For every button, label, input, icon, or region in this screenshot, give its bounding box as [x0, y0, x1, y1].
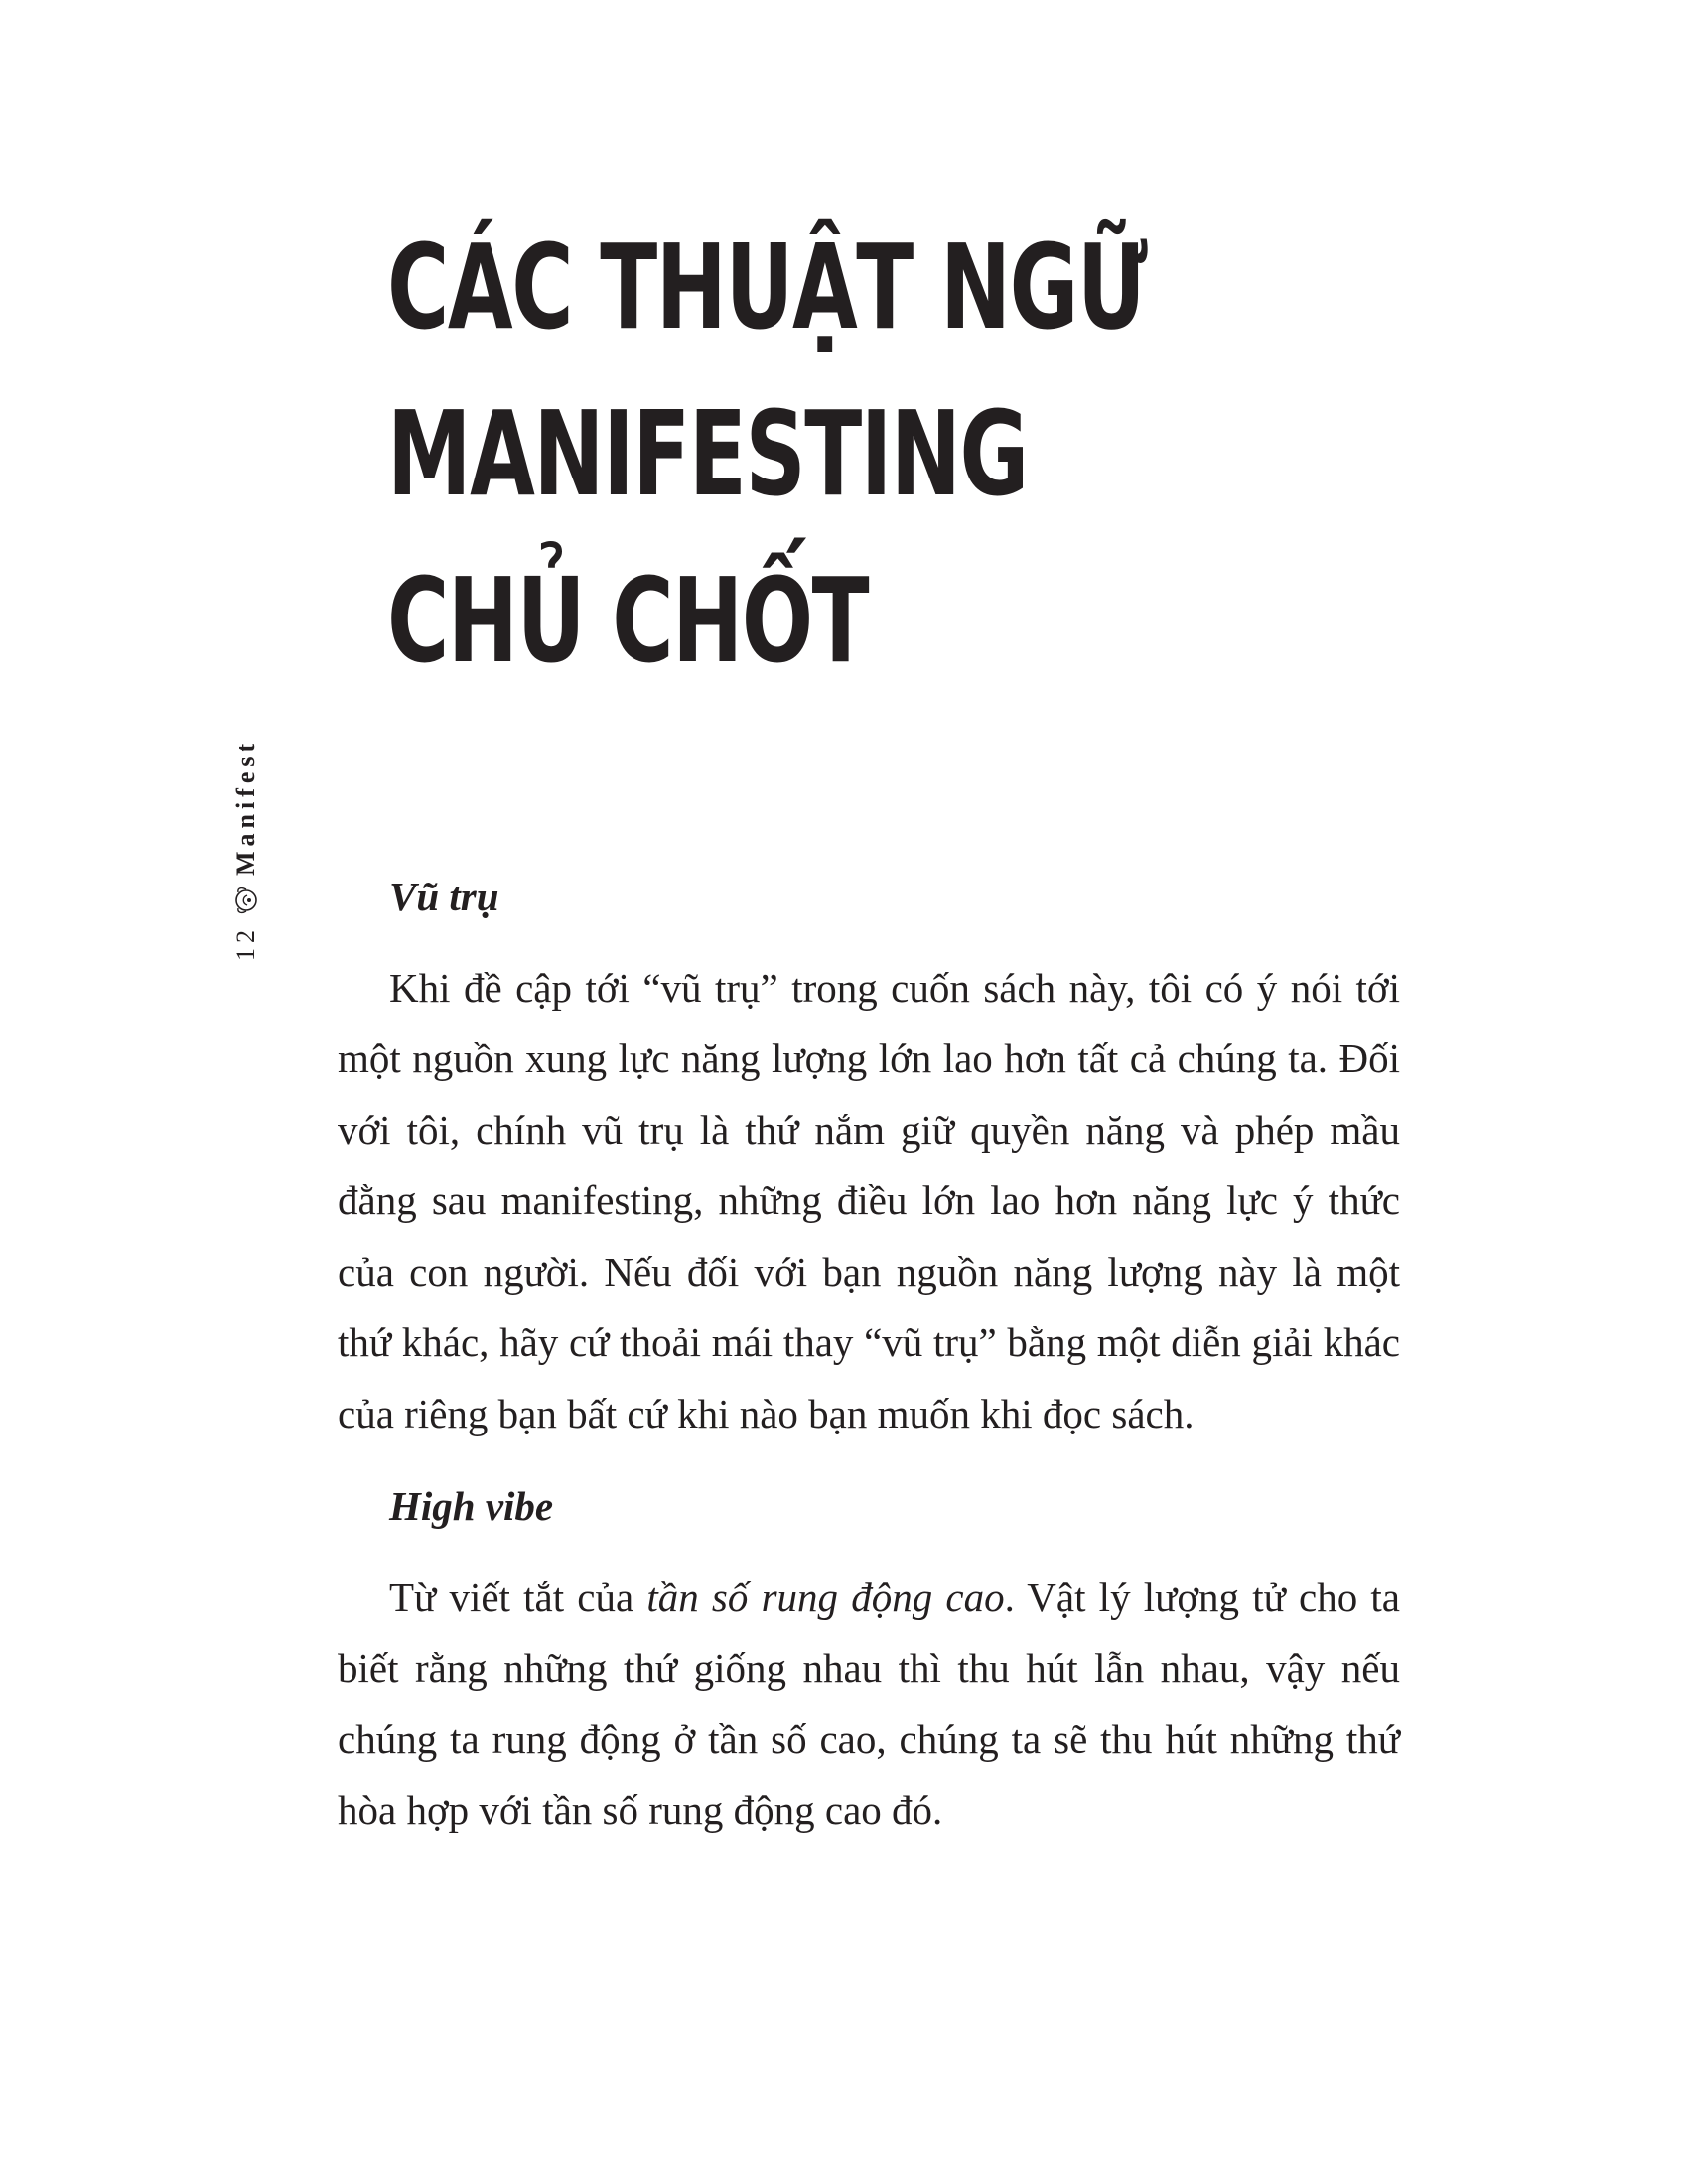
- book-title: Manifest: [231, 738, 260, 876]
- page-number: 12: [231, 925, 260, 961]
- running-head: [226, 703, 266, 961]
- term-heading-high-vibe: High vibe: [389, 1483, 554, 1529]
- paragraph-high-vibe-start: Từ viết tắt của: [389, 1573, 647, 1620]
- chapter-title-line-3: CHỦ CHỐT: [387, 552, 869, 689]
- paragraph-high-vibe: [338, 1563, 1400, 1846]
- body-text: [338, 862, 1400, 1868]
- term-heading-universe: Vũ trụ: [389, 874, 499, 919]
- chapter-title-line-1: CÁC THUẬT NGỮ: [387, 218, 1147, 355]
- chapter-title-line-2: MANIFESTING: [387, 385, 1028, 522]
- paragraph-high-vibe-end: . Vật lý lượng tử cho ta biết rằng những thứ giống nhau thì thu hút lẫn nhau, vậy nếu chúng ta rung động ở tần số cao, chúng ta sẽ thu hút những thứ hòa hợp với tần số rung động cao đó.: [338, 1573, 1401, 1833]
- paragraph-high-vibe-italic: tần số rung động cao: [646, 1573, 1005, 1620]
- book-logo-icon: [233, 886, 259, 915]
- paragraph-universe: Khi đề cập tới “vũ trụ” trong cuốn sách này, tôi có ý nói tới một nguồn xung lực năng lượng lớn lao hơn tất cả chúng ta. Đối với tôi, chính vũ trụ là thứ nắm giữ quyền năng và phép mầu đằng sau manifesting, những điều lớn lao hơn năng lực ý thức của con người. Nếu đối với bạn nguồn năng lượng này là một thứ khác, hãy cứ thoải mái thay “vũ trụ” bằng một diễn giải khác của riêng bạn bất cứ khi nào bạn muốn khi đọc sách.: [338, 964, 1400, 1436]
- chapter-title: [387, 204, 1147, 704]
